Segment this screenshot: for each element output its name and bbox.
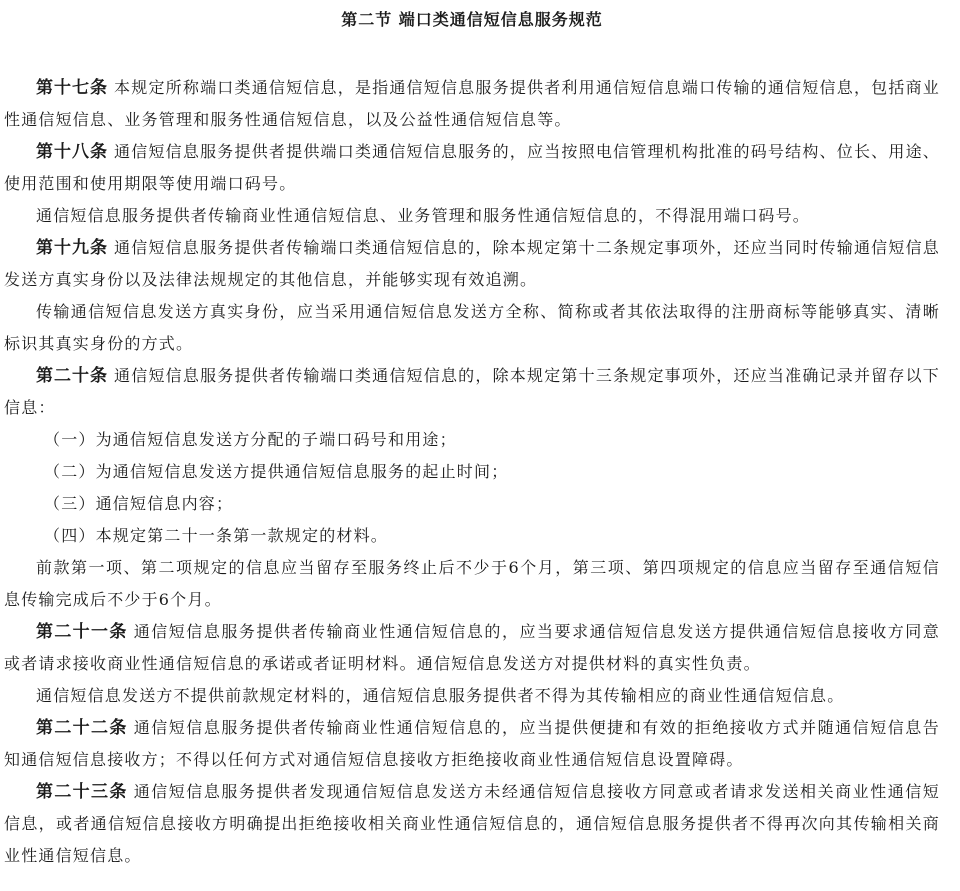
article-17-text: 本规定所称端口类通信短信息，是指通信短信息服务提供者利用通信短信息端口传输的通信短信息，包括商业性通信短信息、业务管理和服务性通信短信息，以及公益性通信短信息等。 bbox=[4, 78, 940, 129]
article-20-paragraph-2: 前款第一项、第二项规定的信息应当留存至服务终止后不少于6个月，第三项、第四项规定的信息应当留存至通信短信息传输完成后不少于6个月。 bbox=[4, 558, 940, 609]
article-19 bbox=[4, 232, 940, 296]
article-22-number: 第二十二条 bbox=[36, 718, 128, 738]
article-21-text: 通信短信息服务提供者传输商业性通信短信息的，应当要求通信短信息发送方提供通信短信息接收方同意或者请求接收商业性通信短信息的承诺或者证明材料。通信短信息发送方对提供材料的真实性负责。 bbox=[4, 622, 941, 673]
article-21-number: 第二十一条 bbox=[36, 622, 128, 642]
article-17-number: 第十七条 bbox=[36, 78, 109, 98]
article-19-text: 通信短信息服务提供者传输端口类通信短信息的，除本规定第十二条规定事项外，还应当同时传输通信短信息发送方真实身份以及法律法规规定的其他信息，并能够实现有效追溯。 bbox=[4, 238, 940, 289]
article-20-number: 第二十条 bbox=[36, 366, 109, 386]
article-20-item-4: （四）本规定第二十一条第一款规定的材料。 bbox=[44, 526, 389, 545]
article-22 bbox=[4, 712, 940, 776]
section-title: 第二节 端口类通信短信息服务规范 bbox=[341, 10, 603, 29]
article-17 bbox=[4, 72, 940, 136]
article-20 bbox=[4, 360, 940, 424]
article-22-text: 通信短信息服务提供者传输商业性通信短信息的，应当提供便捷和有效的拒绝接收方式并随通信短信息告知通信短信息接收方；不得以任何方式对通信短信息接收方拒绝接收商业性通信短信息设置障碍。 bbox=[4, 718, 941, 769]
article-20-item-2: （二）为通信短信息发送方提供通信短信息服务的起止时间； bbox=[44, 462, 509, 481]
article-23 bbox=[4, 776, 940, 872]
article-18-paragraph-2: 通信短信息服务提供者传输商业性通信短信息、业务管理和服务性通信短信息的，不得混用端口码号。 bbox=[36, 206, 811, 225]
article-21-paragraph-2: 通信短信息发送方不提供前款规定材料的，通信短信息服务提供者不得为其传输相应的商业性通信短信息。 bbox=[36, 686, 845, 705]
article-20-text: 通信短信息服务提供者传输端口类通信短信息的，除本规定第十三条规定事项外，还应当准确记录并留存以下信息： bbox=[4, 366, 940, 417]
article-18 bbox=[4, 136, 940, 200]
article-23-text: 通信短信息服务提供者发现通信短信息发送方未经通信短信息接收方同意或者请求发送相关商业性通信短信息，或者通信短信息接收方明确提出拒绝接收相关商业性通信短信息的，通信短信息服务提供者不得再次向其传输相关商业性通信短信息。 bbox=[4, 782, 941, 865]
article-19-number: 第十九条 bbox=[36, 238, 109, 258]
article-21 bbox=[4, 616, 940, 680]
article-20-item-1: （一）为通信短信息发送方分配的子端口码号和用途； bbox=[44, 430, 457, 449]
article-18-text: 通信短信息服务提供者提供端口类通信短信息服务的，应当按照电信管理机构批准的码号结构、位长、用途、使用范围和使用期限等使用端口码号。 bbox=[4, 142, 940, 193]
article-20-item-3: （三）通信短信息内容； bbox=[44, 494, 234, 513]
article-23-number: 第二十三条 bbox=[36, 782, 128, 802]
article-19-paragraph-2: 传输通信短信息发送方真实身份，应当采用通信短信息发送方全称、简称或者其依法取得的注册商标等能够真实、清晰标识其真实身份的方式。 bbox=[4, 302, 940, 353]
article-18-number: 第十八条 bbox=[36, 142, 109, 162]
